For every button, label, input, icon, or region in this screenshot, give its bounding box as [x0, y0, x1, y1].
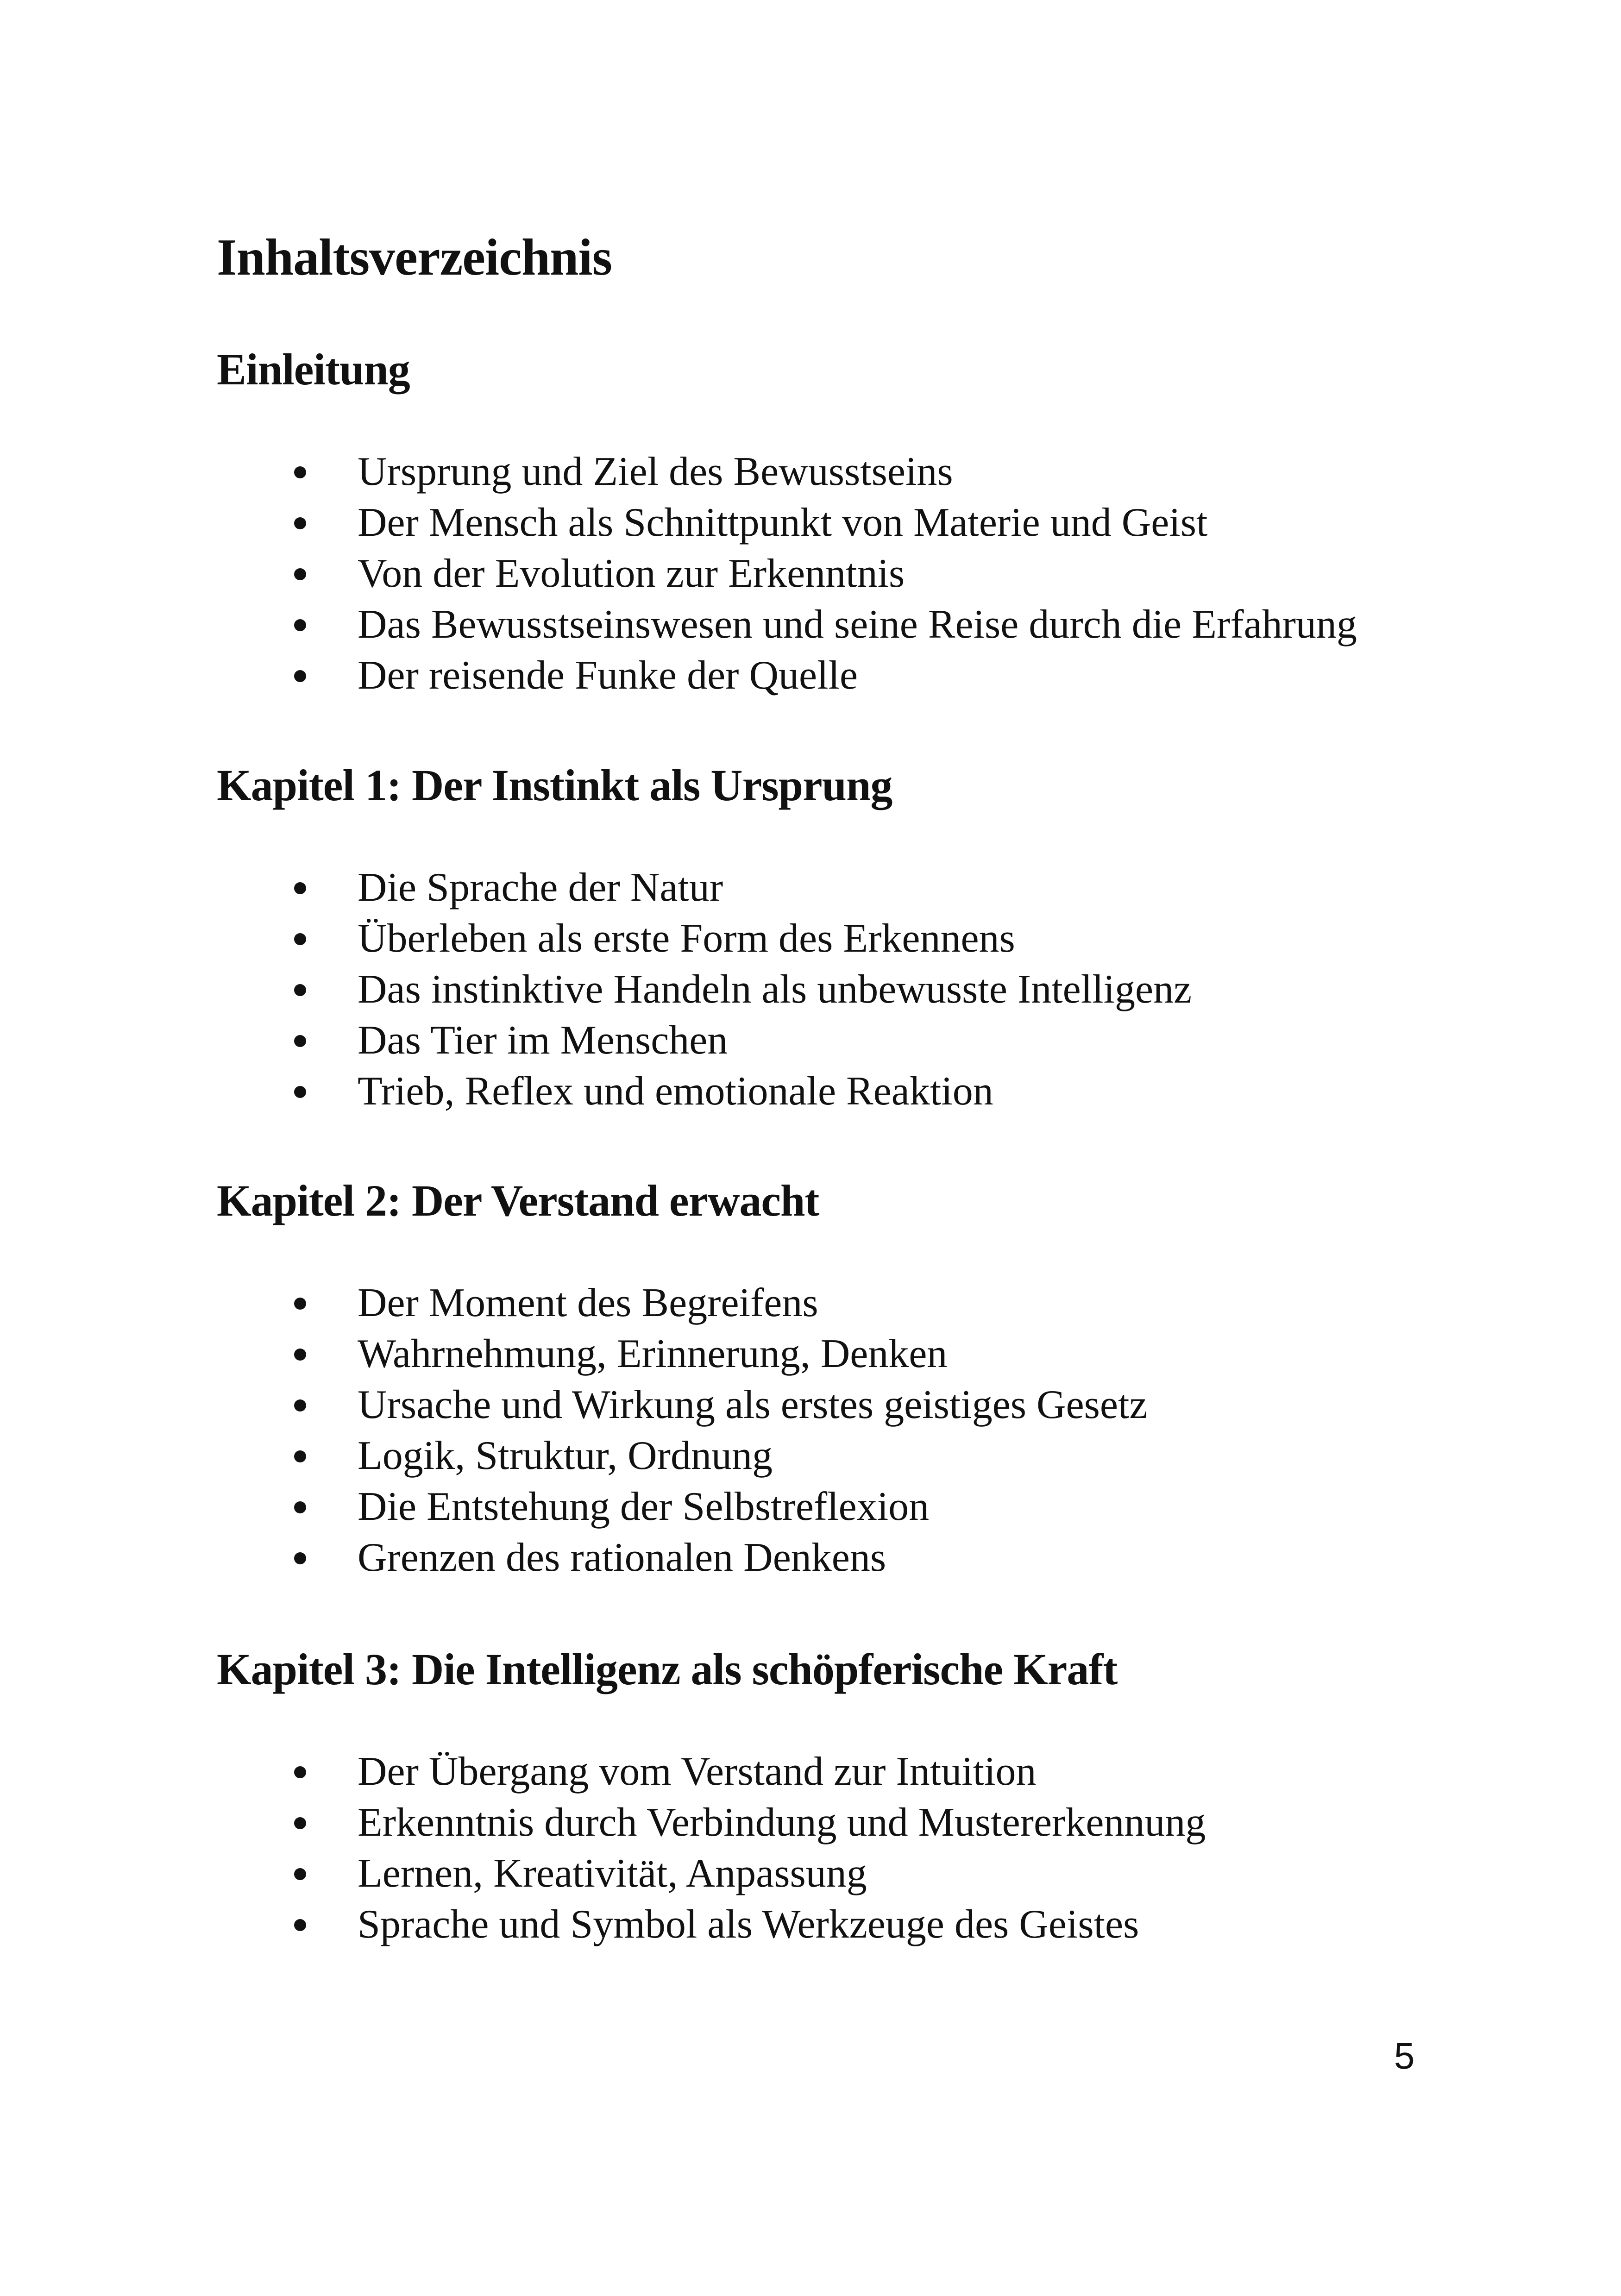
list-item-text: Ursache und Wirkung als erstes geistiges Gesetz — [358, 1382, 1148, 1427]
list-item — [217, 1899, 1514, 1950]
list-item-text: Der Übergang vom Verstand zur Intuition — [358, 1749, 1037, 1794]
section-heading: Kapitel 1: Der Instinkt als Ursprung — [217, 760, 892, 810]
toc-title: Inhaltsverzeichnis — [217, 229, 612, 286]
list-item — [217, 497, 1514, 548]
list-item — [217, 1278, 1514, 1329]
list-item — [217, 1066, 1514, 1117]
bullet-dot-icon — [294, 882, 306, 894]
bullet-dot-icon — [294, 1035, 306, 1047]
section-heading: Kapitel 2: Der Verstand erwacht — [217, 1176, 819, 1225]
section-item-list — [217, 446, 1514, 701]
list-item — [217, 862, 1514, 913]
list-item — [217, 1746, 1514, 1797]
bullet-dot-icon — [294, 1086, 306, 1098]
list-item-text: Lernen, Kreativität, Anpassung — [358, 1851, 867, 1896]
section-heading: Kapitel 3: Die Intelligenz als schöpferische Kraft — [217, 1644, 1118, 1694]
bullet-dot-icon — [294, 1501, 306, 1513]
list-item — [217, 1532, 1514, 1583]
bullet-dot-icon — [294, 1349, 306, 1361]
bullet-dot-icon — [294, 517, 306, 529]
list-item-text: Erkenntnis durch Verbindung und Mustererkennung — [358, 1800, 1206, 1845]
bullet-dot-icon — [294, 1817, 306, 1829]
bullet-dot-icon — [294, 1298, 306, 1310]
list-item-text: Das Tier im Menschen — [358, 1018, 728, 1063]
bullet-dot-icon — [294, 1766, 306, 1778]
list-item — [217, 446, 1514, 497]
list-item-text: Überleben als erste Form des Erkennens — [358, 916, 1015, 961]
bullet-dot-icon — [294, 984, 306, 996]
list-item — [217, 1329, 1514, 1380]
list-item-text: Trieb, Reflex und emotionale Reaktion — [358, 1069, 993, 1114]
page-number: 5 — [1394, 2035, 1415, 2076]
list-item-text: Das instinktive Handeln als unbewusste Intelligenz — [358, 967, 1192, 1012]
bullet-dot-icon — [294, 1868, 306, 1880]
list-item — [217, 1380, 1514, 1430]
list-item-text: Ursprung und Ziel des Bewusstseins — [358, 449, 953, 494]
list-item-text: Die Sprache der Natur — [358, 865, 723, 910]
list-item — [217, 548, 1514, 599]
toc-section-einleitung — [217, 347, 1514, 701]
section-heading: Einleitung — [217, 345, 410, 394]
list-item — [217, 1848, 1514, 1899]
section-item-list — [217, 1746, 1514, 1950]
bullet-dot-icon — [294, 1919, 306, 1931]
list-item — [217, 650, 1514, 701]
list-item-text: Der reisende Funke der Quelle — [358, 653, 858, 698]
list-item-text: Von der Evolution zur Erkenntnis — [358, 551, 905, 596]
list-item — [217, 913, 1514, 964]
bullet-dot-icon — [294, 1450, 306, 1462]
list-item-text: Wahrnehmung, Erinnerung, Denken — [358, 1331, 948, 1376]
list-item-text: Die Entstehung der Selbstreflexion — [358, 1484, 930, 1529]
list-item-text: Der Mensch als Schnittpunkt von Materie und Geist — [358, 500, 1208, 545]
list-item-text: Der Moment des Begreifens — [358, 1280, 818, 1325]
toc-section-kapitel-2 — [217, 1176, 1514, 1583]
section-item-list — [217, 1278, 1514, 1583]
bullet-dot-icon — [294, 1399, 306, 1411]
list-item — [217, 1430, 1514, 1481]
list-item — [217, 1481, 1514, 1532]
bullet-dot-icon — [294, 466, 306, 478]
bullet-dot-icon — [294, 568, 306, 580]
bullet-dot-icon — [294, 670, 306, 682]
list-item-text: Sprache und Symbol als Werkzeuge des Geistes — [358, 1902, 1139, 1947]
list-item — [217, 964, 1514, 1015]
bullet-dot-icon — [294, 933, 306, 945]
bullet-dot-icon — [294, 1552, 306, 1564]
list-item — [217, 599, 1514, 650]
section-item-list — [217, 862, 1514, 1117]
toc-section-kapitel-1 — [217, 760, 1514, 1117]
list-item — [217, 1797, 1514, 1848]
list-item-text: Das Bewusstseinswesen und seine Reise durch die Erfahrung — [358, 602, 1357, 647]
bullet-dot-icon — [294, 619, 306, 631]
list-item-text: Grenzen des rationalen Denkens — [358, 1535, 886, 1580]
list-item-text: Logik, Struktur, Ordnung — [358, 1433, 773, 1478]
toc-section-kapitel-3 — [217, 1644, 1514, 1950]
list-item — [217, 1015, 1514, 1066]
